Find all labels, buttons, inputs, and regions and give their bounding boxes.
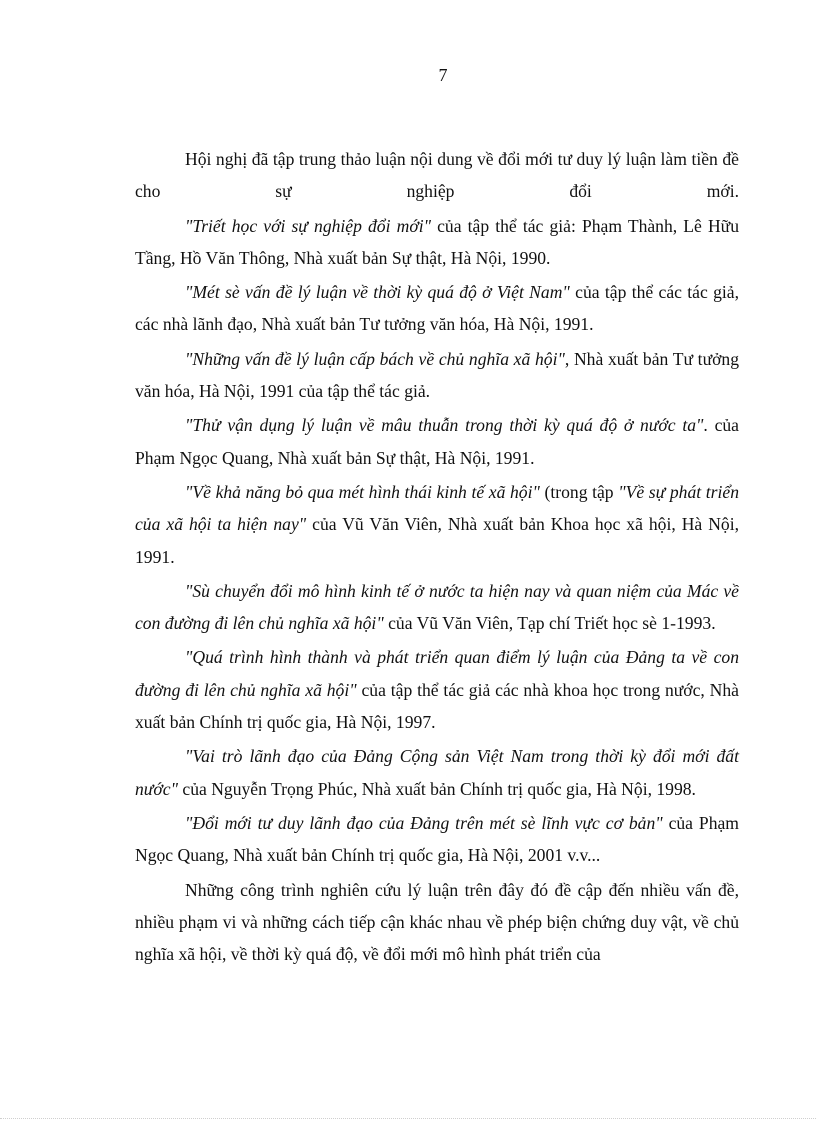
paragraph-text: . của Phạm Ngọc Quang, Nhà xuất bản Sự thật, Hà Nội, 1991. [135,415,739,468]
page-number: 7 [438,65,448,85]
work-title: "Mét sè vấn đề lý luận về thời kỳ quá độ ở Việt Nam" [185,282,570,303]
work-title: "Quá trình hình thành và phát triển quan điểm lý luận của Đảng ta về con đường đi lên chủ nghĩa xã hội" [135,647,739,700]
body-text [135,143,739,972]
paragraph-text: của Phạm Ngọc Quang, Nhà xuất bản Chính trị quốc gia, Hà Nội, 2001 v.v... [135,812,739,866]
work-title: "Vai trò lãnh đạo của Đảng Cộng sản Việt Nam trong thời kỳ đổi mới đất nước" [135,746,739,799]
paragraph [135,143,739,208]
paragraph [135,476,739,573]
work-title: "Sù chuyển đổi mô hình kinh tế ở nước ta hiện nay và quan niệm của Mác về con đường đi lên chủ nghĩa xã hội" [135,580,739,634]
work-title: "Những vấn đề lý luận cấp bách về chủ nghĩa xã hội" [185,348,565,369]
work-title: "Về sự phát triển của xã hội ta hiện nay" [135,481,739,535]
paragraph [135,641,739,738]
paragraph [135,409,739,474]
paragraph-text: , Nhà xuất bản Tư tưởng văn hóa, Hà Nội, 1991 của tập thể tác giả. [135,348,739,402]
paragraph [135,210,739,275]
work-title: "Thử vận dụng lý luận về mâu thuẫn trong thời kỳ quá độ ở nước ta" [185,415,704,436]
paragraph [135,575,739,640]
page-bottom-rule [0,1118,816,1119]
paragraph [135,343,739,408]
paragraph [135,740,739,805]
paragraph [135,807,739,872]
paragraph-text: của tập thể các tác giả, các nhà lãnh đạo, Nhà xuất bản Tư tưởng văn hóa, Hà Nội, 1991. [135,282,739,335]
paragraph-text: của Vũ Văn Viên, Nhà xuất bản Khoa học xã hội, Hà Nội, 1991. [135,514,739,567]
paragraph-text: của tập thể tác giả các nhà khoa học trong nước, Nhà xuất bản Chính trị quốc gia, Hà Nội, 1997. [135,679,739,733]
paragraph-text: của tập thể tác giả: Phạm Thành, Lê Hữu Tầng, Hồ Văn Thông, Nhà xuất bản Sự thật, Hà Nội, 1990. [135,215,739,268]
paragraph-text: của Vũ Văn Viên, Tạp chí Triết học sè 1-1993. [383,613,716,634]
work-title: "Về khả năng bỏ qua mét hình thái kinh tế xã hội" [185,481,540,502]
paragraph-text: của Nguyễn Trọng Phúc, Nhà xuất bản Chính trị quốc gia, Hà Nội, 1998. [177,778,696,799]
paragraph-text: Những công trình nghiên cứu lý luận trên đây đó đề cập đến nhiều vấn đề, nhiều phạm vi và những cách tiếp cận khác nhau về phép biện chứng duy vật, về chủ nghĩa xã hội, về thời kỳ quá độ, về đổi mới mô hình phát triển của [135,879,739,965]
work-title: "Triết học với sự nghiệp đổi mới" [185,215,431,236]
paragraph [135,276,739,341]
paragraph-text: (trong tập [539,481,619,502]
paragraph-text: Hội nghị đã tập trung thảo luận nội dung về đổi mới tư duy lý luận làm tiền đề cho sự nghiệp đổi mới. [135,149,739,202]
work-title: "Đổi mới tư duy lãnh đạo của Đảng trên mét sè lĩnh vực cơ bản" [185,812,663,833]
paragraph [135,874,739,971]
